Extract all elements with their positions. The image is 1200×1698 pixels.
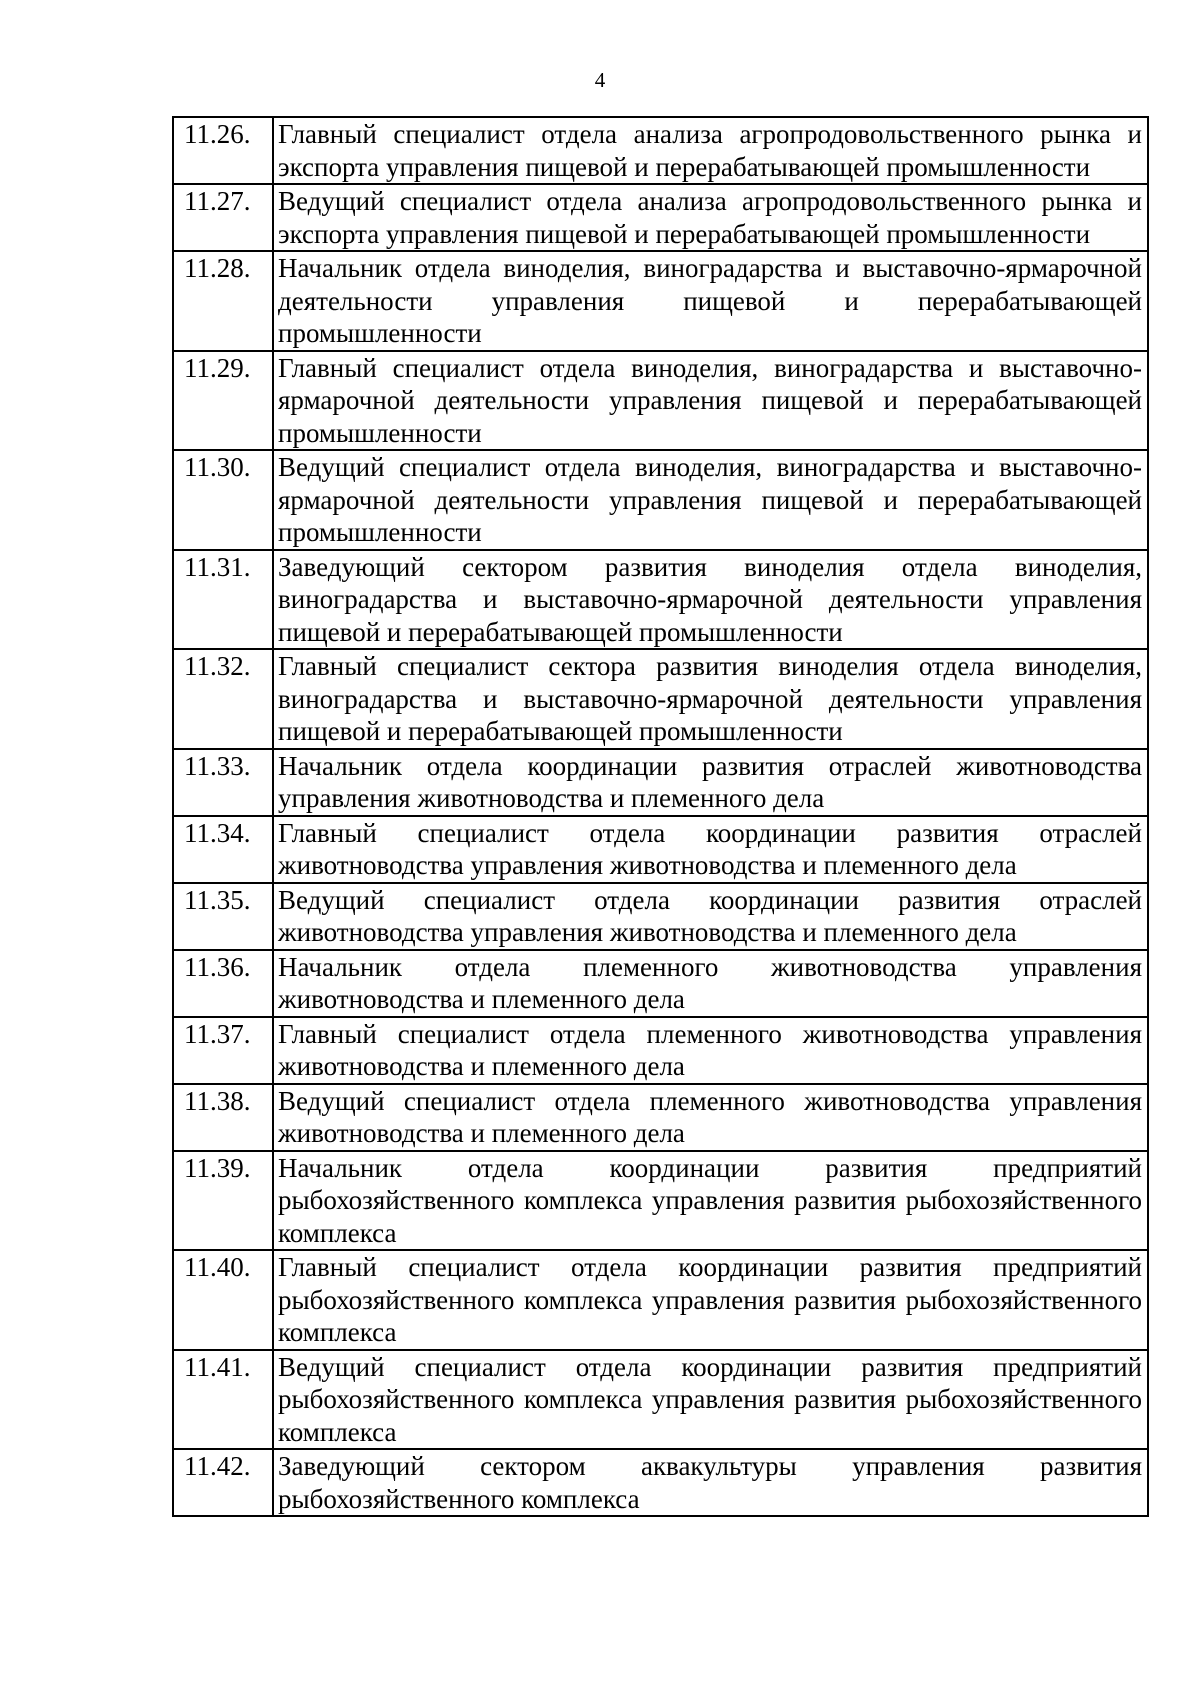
table-row: [173, 450, 1148, 550]
position-title: Заведующий сектором развития виноделия отдела виноделия, виноградарства и выставочно-ярмарочной деятельности управления пищевой и перерабатывающей промышленности: [273, 550, 1148, 650]
row-number: 11.33.: [173, 749, 273, 816]
position-title: Главный специалист отдела анализа агропродовольственного рынка и экспорта управления пищевой и перерабатывающей промышленности: [273, 117, 1148, 184]
table-row: [173, 1449, 1148, 1516]
table-row: [173, 1151, 1148, 1251]
row-number: 11.31.: [173, 550, 273, 650]
row-number: 11.29.: [173, 351, 273, 451]
row-number: 11.34.: [173, 816, 273, 883]
position-title: Главный специалист отдела координации развития отраслей животноводства управления животноводства и племенного дела: [273, 816, 1148, 883]
row-number: 11.39.: [173, 1151, 273, 1251]
position-title: Главный специалист отдела координации развития предприятий рыбохозяйственного комплекса управления развития рыбохозяйственного комплекса: [273, 1250, 1148, 1350]
table-row: [173, 550, 1148, 650]
row-number: 11.42.: [173, 1449, 273, 1516]
position-title: Заведующий сектором аквакультуры управления развития рыбохозяйственного комплекса: [273, 1449, 1148, 1516]
table-row: [173, 883, 1148, 950]
row-number: 11.28.: [173, 251, 273, 351]
table-row: [173, 117, 1148, 184]
table-row: [173, 1250, 1148, 1350]
row-number: 11.35.: [173, 883, 273, 950]
row-number: 11.36.: [173, 950, 273, 1017]
table-row: [173, 251, 1148, 351]
table-row: [173, 1350, 1148, 1450]
table-row: [173, 649, 1148, 749]
table-row: [173, 749, 1148, 816]
row-number: 11.37.: [173, 1017, 273, 1084]
position-title: Главный специалист отдела виноделия, виноградарства и выставочно-ярмарочной деятельности управления пищевой и перерабатывающей промышленности: [273, 351, 1148, 451]
position-title: Начальник отдела виноделия, виноградарства и выставочно-ярмарочной деятельности управления пищевой и перерабатывающей промышленности: [273, 251, 1148, 351]
table-row: [173, 950, 1148, 1017]
position-title: Главный специалист сектора развития виноделия отдела виноделия, виноградарства и выставочно-ярмарочной деятельности управления пищевой и перерабатывающей промышленности: [273, 649, 1148, 749]
table-row: [173, 351, 1148, 451]
position-title: Ведущий специалист отдела виноделия, виноградарства и выставочно-ярмарочной деятельности управления пищевой и перерабатывающей промышленности: [273, 450, 1148, 550]
row-number: 11.27.: [173, 184, 273, 251]
position-title: Начальник отдела координации развития предприятий рыбохозяйственного комплекса управления развития рыбохозяйственного комплекса: [273, 1151, 1148, 1251]
position-title: Ведущий специалист отдела координации развития предприятий рыбохозяйственного комплекса управления развития рыбохозяйственного комплекса: [273, 1350, 1148, 1450]
row-number: 11.38.: [173, 1084, 273, 1151]
row-number: 11.26.: [173, 117, 273, 184]
row-number: 11.41.: [173, 1350, 273, 1450]
position-title: Главный специалист отдела племенного животноводства управления животноводства и племенного дела: [273, 1017, 1148, 1084]
page-number: 4: [594, 68, 606, 92]
position-title: Ведущий специалист отдела племенного животноводства управления животноводства и племенного дела: [273, 1084, 1148, 1151]
table-row: [173, 1084, 1148, 1151]
table-row: [173, 816, 1148, 883]
row-number: 11.32.: [173, 649, 273, 749]
position-title: Начальник отдела племенного животноводства управления животноводства и племенного дела: [273, 950, 1148, 1017]
table-row: [173, 1017, 1148, 1084]
positions-table: [172, 116, 1149, 1517]
row-number: 11.30.: [173, 450, 273, 550]
table-row: [173, 184, 1148, 251]
position-title: Ведущий специалист отдела анализа агропродовольственного рынка и экспорта управления пищевой и перерабатывающей промышленности: [273, 184, 1148, 251]
row-number: 11.40.: [173, 1250, 273, 1350]
position-title: Начальник отдела координации развития отраслей животноводства управления животноводства и племенного дела: [273, 749, 1148, 816]
position-title: Ведущий специалист отдела координации развития отраслей животноводства управления животноводства и племенного дела: [273, 883, 1148, 950]
